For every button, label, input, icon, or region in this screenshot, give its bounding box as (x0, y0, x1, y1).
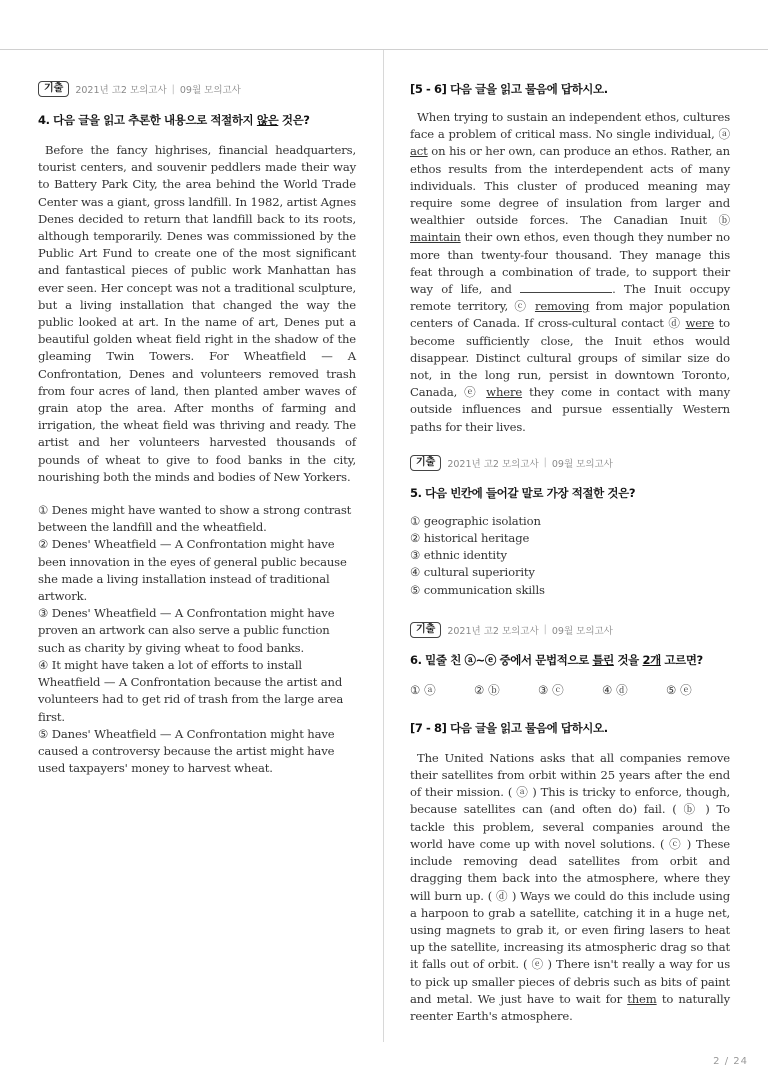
q5-options (410, 513, 730, 599)
passage-56-part-1: When trying to sustain an independent ethos, cultures face a problem of critical mass. No single individual, ⓐ (410, 110, 730, 142)
underline-a: act (410, 144, 428, 159)
q4-badge: 기출 (38, 81, 69, 97)
q6-title (410, 652, 730, 668)
q6-source-row (410, 621, 730, 639)
source-separator: | (171, 83, 175, 95)
source-separator: | (543, 624, 547, 636)
right-column (410, 80, 730, 1025)
passage-56-part-2: on his or her own, can produce an ethos. Rather, an ethos results from the interdependent acts of many individuals. This cluster of produced meaning may require some degree of insulation from larger and wealthier outside forces. The Canadian Inuit ⓑ (410, 144, 730, 228)
underline-b: maintain (410, 230, 461, 245)
q4-option-2[interactable]: ② Denes' Wheatfield — A Confrontation might have been innovation in the eyes of general public because she made a living installation instead of traditional artwork. (38, 537, 347, 604)
q4-title-end: 것은? (278, 113, 310, 127)
underline-e: where (486, 385, 523, 400)
q5-option-2[interactable]: ② historical heritage (410, 531, 530, 546)
section-5-6-title: [5 - 6] 다음 글을 읽고 물음에 답하시오. (410, 82, 608, 96)
q6-title-end: 고르면? (660, 652, 703, 667)
q6-title-mid: 것을 (613, 652, 643, 667)
q4-source-year: 2021년 고2 모의고사 (75, 85, 167, 96)
q4-title (38, 112, 356, 128)
header-divider (0, 49, 768, 50)
left-column (38, 80, 356, 777)
q5-option-1[interactable]: ① geographic isolation (410, 513, 541, 528)
passage-56-part-5: from major population centers of Canada. If cross-cultural contact ⓓ (410, 299, 730, 331)
q6-option-1[interactable]: ① ⓐ (410, 682, 436, 697)
q4-source-month: 09월 모의고사 (179, 85, 241, 96)
passage-56-part-7: they come in contact with many outside influences and pursue essentially Western paths for their lives. (410, 385, 730, 434)
q4-source-row (38, 80, 356, 98)
page-number: 2 / 24 (713, 1056, 748, 1067)
q6-options (410, 682, 730, 698)
q4-title-underline: 않은 (256, 113, 279, 127)
q6-title-text: 6. 밑줄 친 ⓐ~ⓔ 중에서 문법적으로 (410, 652, 593, 667)
passage-78-part-2: to naturally reenter Earth's atmosphere. (410, 991, 730, 1023)
q4-title-text: 4. 다음 글을 읽고 추론한 내용으로 적절하지 (38, 113, 257, 127)
underline-c: removing (534, 299, 590, 314)
q4-option-3[interactable]: ③ Denes' Wheatfield — A Confrontation might have proven an artwork can also serve a public function such as charity by giving wheat to food banks. (38, 606, 335, 655)
q5-source-row (410, 454, 730, 472)
answer-blank (520, 281, 612, 293)
q4-option-4[interactable]: ④ It might have taken a lot of efforts to install Wheatfield — A Confrontation because the artist and volunteers had to get rid of trash from the large area first. (38, 657, 344, 724)
q4-option-1[interactable]: ① Denes might have wanted to show a strong contrast between the landfill and the wheatfield. (38, 503, 352, 535)
q5-source-month: 09월 모의고사 (551, 458, 613, 470)
q5-option-5[interactable]: ⑤ communication skills (410, 582, 545, 597)
section-7-8-title: [7 - 8] 다음 글을 읽고 물음에 답하시오. (410, 720, 608, 735)
q5-title: 5. 다음 빈칸에 들어갈 말로 가장 적절한 것은? (410, 485, 636, 500)
q6-source-month: 09월 모의고사 (551, 625, 613, 637)
passage-56-part-4: . The Inuit occupy remote territory, ⓒ (410, 282, 731, 314)
passage-56-part-3: their own ethos, even though they number no more than twenty-four thousand. They manage this feat through a combination of trade, to support their way of life, and (410, 230, 730, 297)
q6-title-underline-1: 틀린 (592, 652, 614, 667)
source-separator: | (543, 457, 547, 469)
passage-78-part-1: The United Nations asks that all companies remove their satellites from orbit within 25 years after the end of their mission. ( ⓐ ) This is tricky to enforce, though, because satellites can (and often do) fail. ( ⓑ ) To tackle this problem, several companies around the world have come up with novel solutions. ( ⓒ ) These include removing dead satellites from orbit and dragging them back into the atmosphere, where they will burn up. ( ⓓ ) Ways we could do this include using a harpoon to grab a satellite, catching it in a huge net, using magnets to grab it, or even firing lasers to heat up the satellite, increasing its atmospheric drag so that it falls out of orbit. ( ⓔ ) There isn't really a way for us to pick up smaller pieces of debris such as bits of paint and metal. We just have to wait for (410, 750, 730, 1006)
q4-passage (38, 142, 356, 486)
column-divider (383, 50, 384, 1042)
q6-badge: 기출 (410, 622, 441, 638)
q5-option-4[interactable]: ④ cultural superiority (410, 565, 535, 580)
q4-option-5[interactable]: ⑤ Danes' Wheatfield — A Confrontation might have caused a controversy because the artist might have used taxpayers' money to harvest wheat. (38, 726, 335, 776)
q5-badge: 기출 (410, 455, 441, 471)
underline-them: them (627, 991, 657, 1006)
q4-options (38, 502, 356, 777)
q6-option-5[interactable]: ⑤ ⓔ (666, 682, 692, 697)
underline-d: were (685, 316, 715, 331)
section-5-6-passage (410, 109, 730, 436)
section-7-8-passage (410, 750, 730, 1025)
passage-56-part-6: to become sufficiently close, the Inuit ethos would disappear. Distinct cultural groups of similar size do not, in the long run, persist in downtown Toronto, Canada, ⓔ (410, 316, 731, 400)
q6-option-4[interactable]: ④ ⓓ (602, 682, 628, 697)
q6-option-2[interactable]: ② ⓑ (474, 682, 500, 697)
q5-source-year: 2021년 고2 모의고사 (447, 458, 539, 470)
q6-title-underline-2: 2개 (642, 652, 661, 667)
q6-option-3[interactable]: ③ ⓒ (538, 682, 564, 697)
q5-option-3[interactable]: ③ ethnic identity (410, 548, 507, 563)
q6-source-year: 2021년 고2 모의고사 (447, 625, 539, 637)
q4-passage-text: Before the fancy highrises, financial headquarters, tourist centers, and souvenir peddlers made their way to Battery Park City, the area behind the World Trade Center was a giant, gross landfill. In 1982, artist Agnes Denes decided to return that landfill back to its roots, although temporarily. Denes was commissioned by the Public Art Fund to create one of the most significant and fantastical pieces of public work Manhattan has ever seen. Her concept was not a traditional sculpture, but a living installation that changed the way the public looked at art. In the name of art, Denes put a beautiful golden wheat field right in the shadow of the gleaming Twin Towers. For Wheatfield — A Confrontation, Denes and volunteers removed trash from four acres of land, then planted amber waves of grain atop the area. After months of farming and irrigation, the wheat field was thriving and ready. The artist and her volunteers harvested thousands of pounds of wheat to give to food banks in the city, nourishing both the minds and bodies of New Yorkers. (38, 143, 356, 484)
